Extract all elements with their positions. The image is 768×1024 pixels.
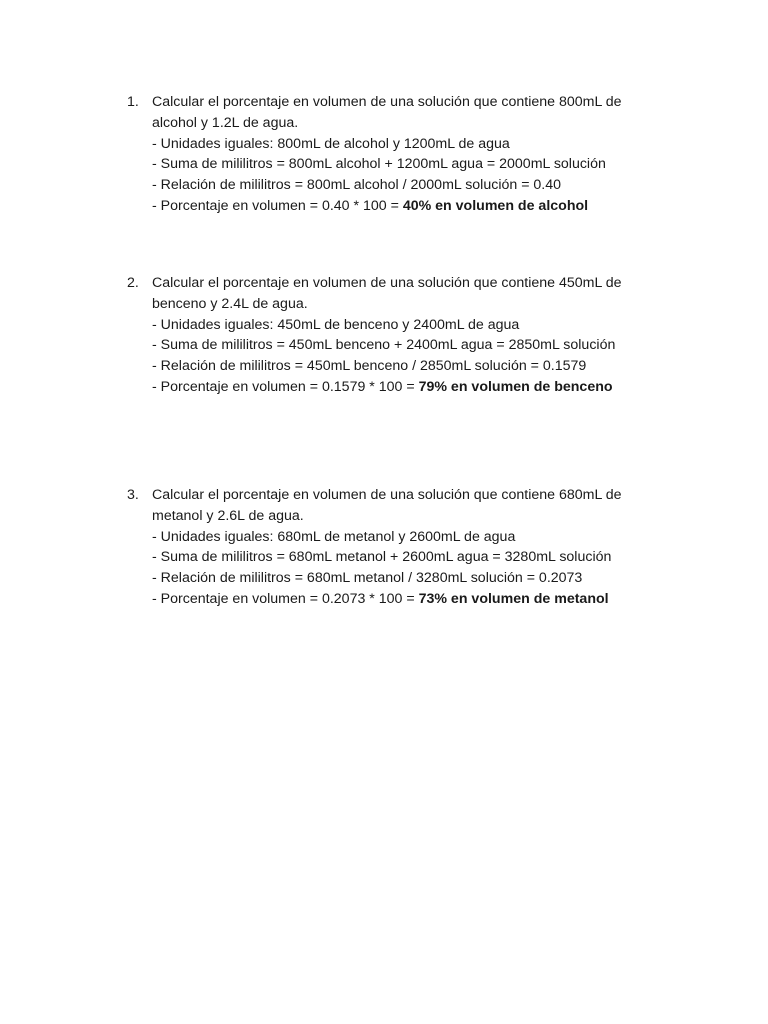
problem-2 xyxy=(127,273,667,398)
problem-number: 3. xyxy=(127,487,139,503)
problem-number: 2. xyxy=(127,275,139,291)
final-result: 73% en volumen de metanol xyxy=(418,590,609,607)
problem-1 xyxy=(127,92,667,217)
step-sum-milliliters: - Suma de mililitros = 680mL metanol + 2600mL agua = 3280mL solución xyxy=(152,549,612,566)
final-step-prefix: - Porcentaje en volumen = 0.1579 * 100 = xyxy=(152,378,419,395)
problem-statement: Calcular el porcentaje en volumen de una solución que contiene 680mL de metanol y 2.6L de agua. xyxy=(152,487,622,524)
problem-body xyxy=(152,92,667,217)
step-sum-milliliters: - Suma de mililitros = 800mL alcohol + 1200mL agua = 2000mL solución xyxy=(152,156,606,173)
final-result: 40% en volumen de alcohol xyxy=(402,197,589,214)
step-sum-milliliters: - Suma de mililitros = 450mL benceno + 2400mL agua = 2850mL solución xyxy=(152,337,616,354)
problem-statement: Calcular el porcentaje en volumen de una solución que contiene 800mL de alcohol y 1.2L de agua. xyxy=(152,94,622,131)
step-volume-percentage xyxy=(152,589,667,610)
step-ratio-milliliters: - Relación de mililitros = 800mL alcohol / 2000mL solución = 0.40 xyxy=(152,177,562,194)
step-volume-percentage xyxy=(152,196,667,217)
step-volume-percentage xyxy=(152,377,667,398)
step-equal-units: - Unidades iguales: 680mL de metanol y 2600mL de agua xyxy=(152,528,516,545)
step-equal-units: - Unidades iguales: 450mL de benceno y 2400mL de agua xyxy=(152,316,520,333)
step-ratio-milliliters: - Relación de mililitros = 450mL benceno / 2850mL solución = 0.1579 xyxy=(152,358,587,375)
final-step-prefix: - Porcentaje en volumen = 0.2073 * 100 = xyxy=(152,590,419,607)
final-result: 79% en volumen de benceno xyxy=(418,378,613,395)
problem-statement: Calcular el porcentaje en volumen de una solución que contiene 450mL de benceno y 2.4L de agua. xyxy=(152,275,622,312)
final-step-prefix: - Porcentaje en volumen = 0.40 * 100 = xyxy=(152,197,403,214)
step-equal-units: - Unidades iguales: 800mL de alcohol y 1200mL de agua xyxy=(152,135,510,152)
problem-body xyxy=(152,485,667,610)
problem-body xyxy=(152,273,667,398)
problem-3 xyxy=(127,485,667,610)
problem-number: 1. xyxy=(127,94,139,110)
step-ratio-milliliters: - Relación de mililitros = 680mL metanol / 3280mL solución = 0.2073 xyxy=(152,570,583,587)
